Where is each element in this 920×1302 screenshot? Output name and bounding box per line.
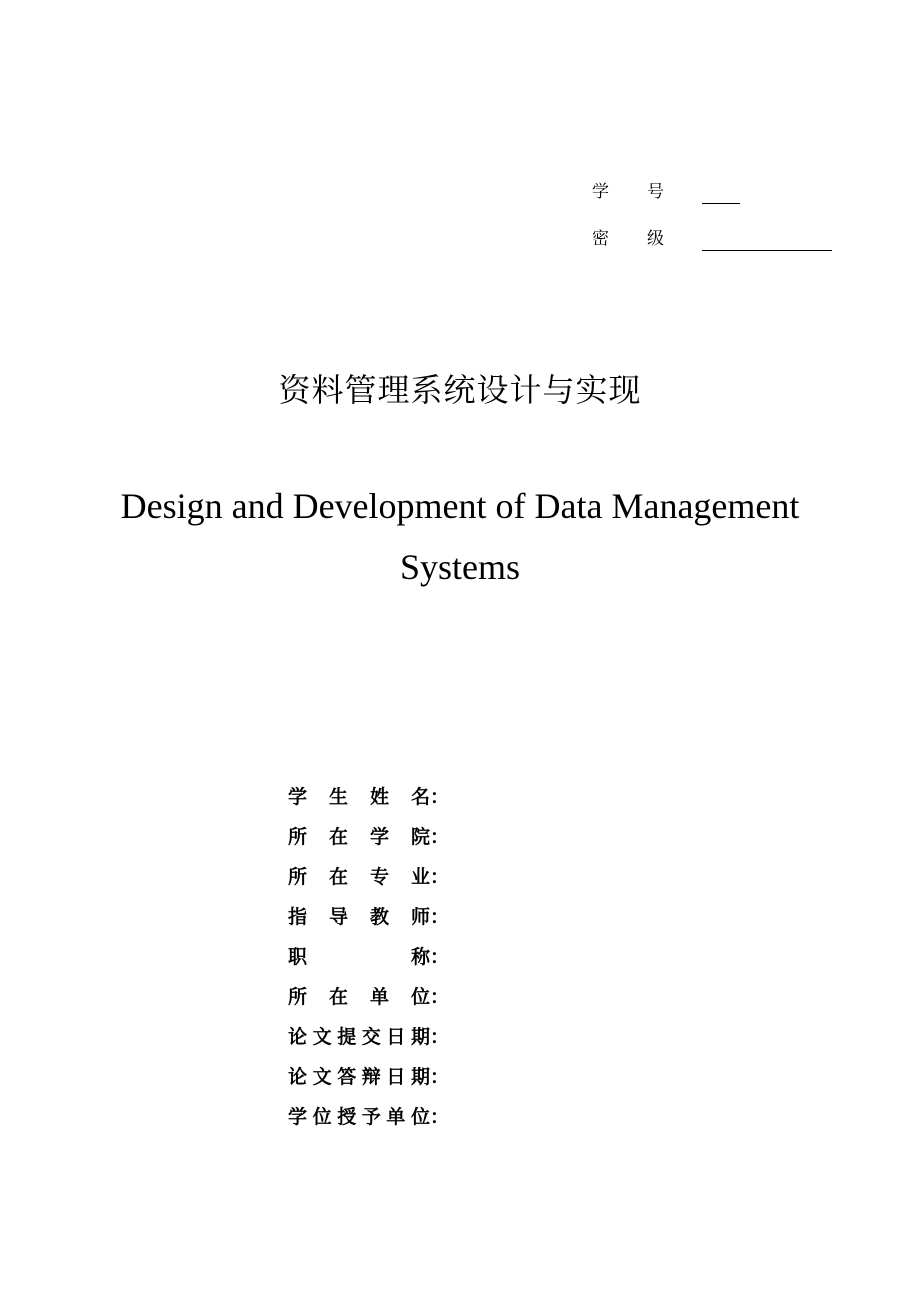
info-label: 指导教师 xyxy=(288,906,430,928)
security-level-row xyxy=(592,227,832,251)
student-id-label: 学号 xyxy=(592,182,702,202)
info-colon: ： xyxy=(430,786,450,808)
info-colon: ： xyxy=(430,946,450,968)
info-label: 所在学院 xyxy=(288,826,430,848)
info-row-advisor xyxy=(288,902,449,942)
student-id-row xyxy=(592,180,740,204)
info-label: 所在专业 xyxy=(288,866,430,888)
student-id-value xyxy=(702,183,740,204)
info-row-major xyxy=(288,862,449,902)
security-level-label: 密级 xyxy=(592,229,702,249)
info-colon: ： xyxy=(430,826,450,848)
info-label: 论文答辩日期 xyxy=(288,1066,430,1088)
thesis-title-chinese: 资料管理系统设计与实现 xyxy=(278,371,642,409)
info-colon: ： xyxy=(430,1106,450,1128)
info-label: 学生姓名 xyxy=(288,786,430,808)
info-row-defense-date xyxy=(288,1062,449,1102)
info-row-title xyxy=(288,942,449,982)
info-row-degree-institution xyxy=(288,1102,449,1142)
info-label: 论文提交日期 xyxy=(288,1026,430,1048)
thesis-info-list xyxy=(288,782,449,1142)
info-colon: ： xyxy=(430,986,450,1008)
info-row-submission-date xyxy=(288,1022,449,1062)
info-colon: ： xyxy=(430,1026,450,1048)
info-colon: ： xyxy=(430,866,450,888)
info-colon: ： xyxy=(430,1066,450,1088)
info-row-college xyxy=(288,822,449,862)
info-label: 学位授予单位 xyxy=(288,1106,430,1128)
info-colon: ： xyxy=(430,906,450,928)
security-level-value xyxy=(702,230,832,251)
info-row-student-name xyxy=(288,782,449,822)
info-label: 职称 xyxy=(288,946,430,968)
info-row-employer xyxy=(288,982,449,1022)
thesis-title-english: Design and Development of Data Management Systems xyxy=(120,486,800,587)
info-label: 所在单位 xyxy=(288,986,430,1008)
